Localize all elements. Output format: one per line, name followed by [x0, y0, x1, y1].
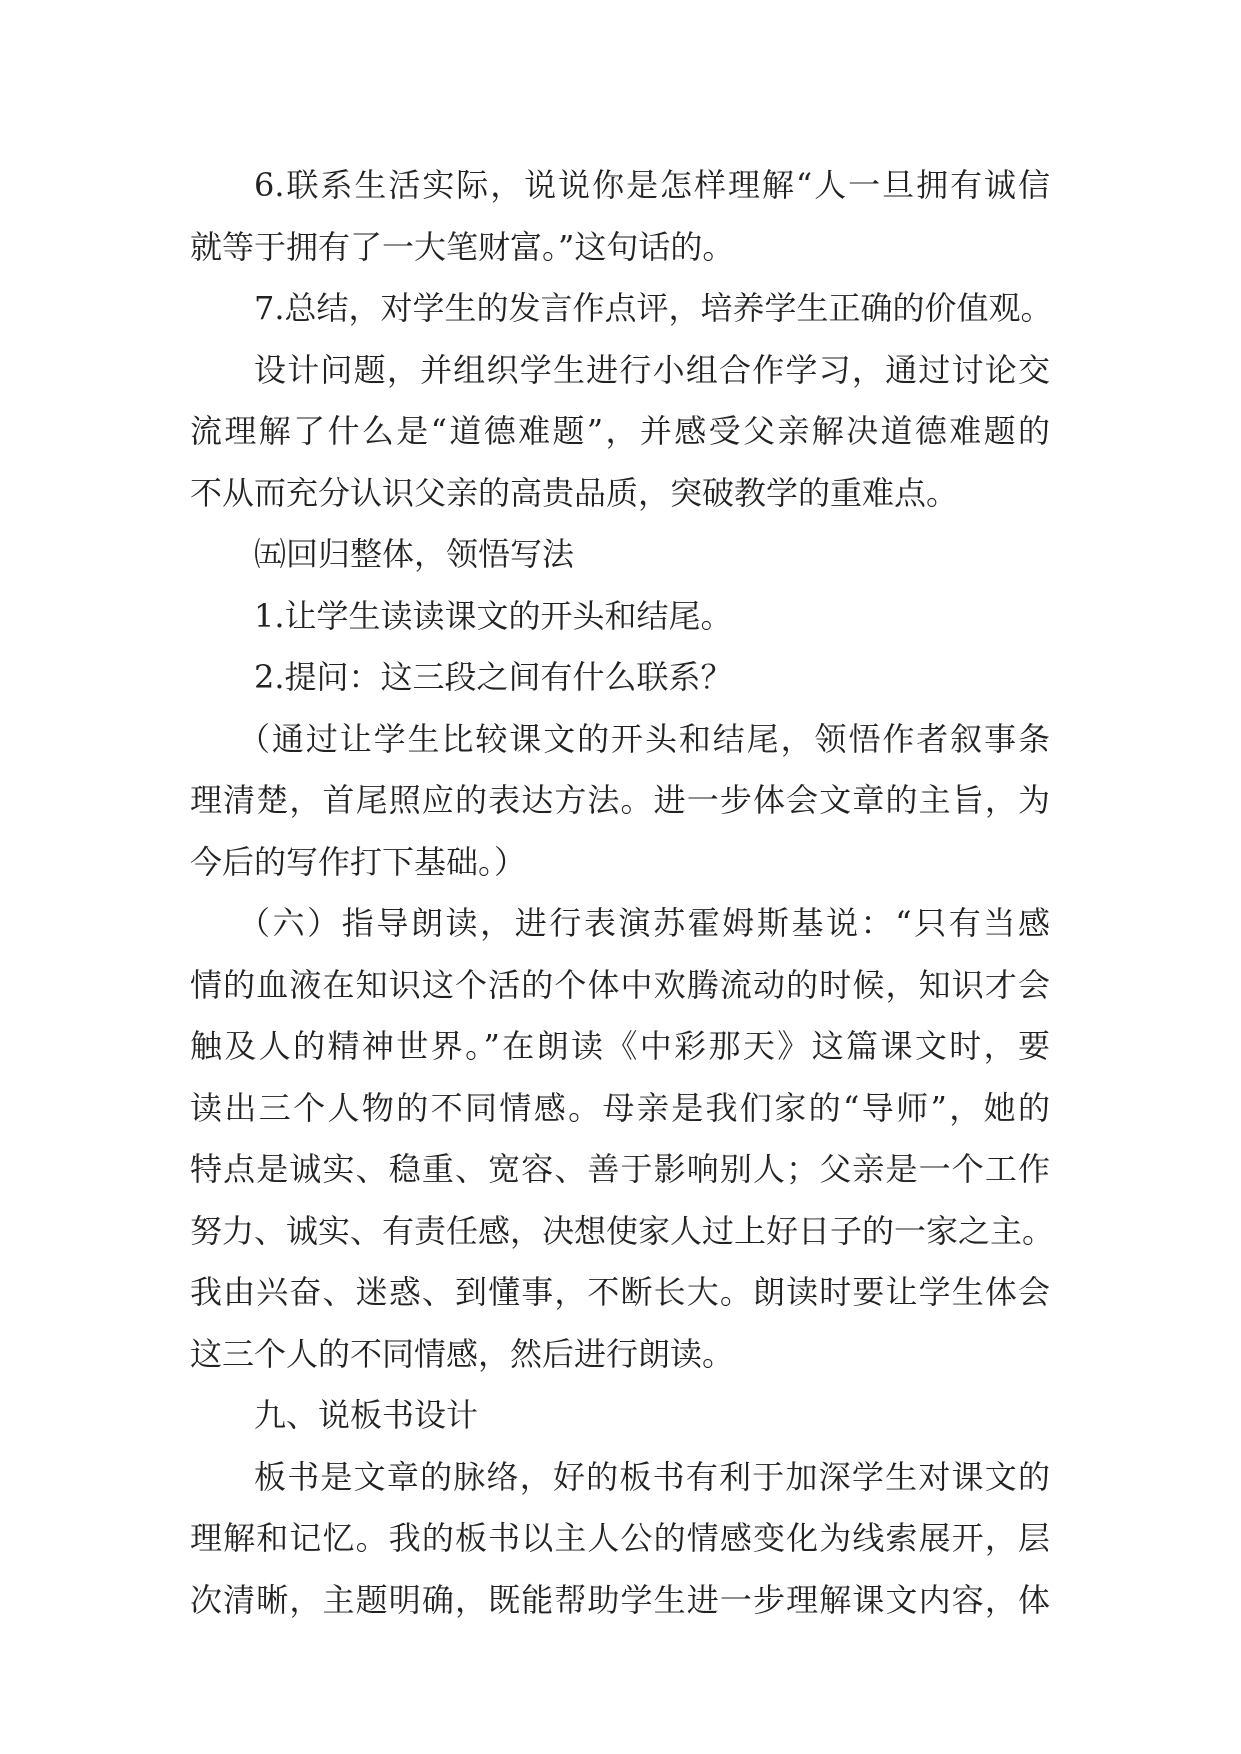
paragraph-line: 流理解了什么是“道德难题”，并感受父亲解决道德难题的 [190, 412, 1050, 450]
paragraph-line: 就等于拥有了一大笔财富。”这句话的。 [190, 227, 735, 266]
body-text [190, 155, 1055, 1631]
list-item: 1.让学生读读课文的开头和结尾。 [254, 596, 733, 635]
paragraph-line: 设计问题，并组织学生进行小组合作学习，通过讨论交 [254, 350, 1050, 389]
paragraph-line: 今后的写作打下基础。） [190, 842, 527, 881]
paragraph-line: 6.联系生活实际，说说你是怎样理解“人一旦拥有诚信 [254, 166, 1050, 204]
paragraph-line: 触及人的精神世界。”在朗读《中彩那天》这篇课文时，要 [190, 1027, 1050, 1065]
paragraph-line: 特点是诚实、稳重、宽容、善于影响别人；父亲是一个工作 [190, 1150, 1050, 1188]
paragraph-line: 板书是文章的脉络，好的板书有利于加深学生对课文的 [254, 1457, 1050, 1496]
paragraph-line: （通过让学生比较课文的开头和结尾，领悟作者叙事条 [238, 719, 1050, 758]
paragraph-line: 不从而充分认识父亲的高贵品质，突破教学的重难点。 [190, 473, 959, 512]
paragraph-line: 理清楚，首尾照应的表达方法。进一步体会文章的主旨，为 [190, 781, 1050, 819]
paragraph-line: （六）指导朗读，进行表演苏霍姆斯基说：“只有当感 [238, 904, 1050, 942]
list-item: 2.提问：这三段之间有什么联系？ [254, 658, 733, 696]
paragraph-line: 这三个人的不同情感，然后进行朗读。 [190, 1334, 735, 1373]
section-heading: ㈤回归整体，领悟写法 [254, 535, 575, 573]
paragraph-line: 我由兴奋、迷惑、到懂事，不断长大。朗读时要让学生体会 [190, 1273, 1050, 1311]
paragraph-line: 读出三个人物的不同情感。母亲是我们家的“导师”，她的 [190, 1088, 1050, 1127]
paragraph-line: 努力、诚实、有责任感，决想使家人过上好日子的一家之主。 [190, 1211, 1055, 1250]
section-heading: 九、说板书设计 [254, 1396, 479, 1434]
paragraph-line: 理解和记忆。我的板书以主人公的情感变化为线索展开，层 [190, 1519, 1050, 1557]
paragraph-line: 情的血液在知识这个活的个体中欢腾流动的时候，知识才会 [190, 965, 1050, 1004]
paragraph-line: 7.总结，对学生的发言作点评，培养学生正确的价值观。 [254, 289, 1053, 327]
paragraph-line: 次清晰，主题明确，既能帮助学生进一步理解课文内容，体 [190, 1580, 1050, 1619]
